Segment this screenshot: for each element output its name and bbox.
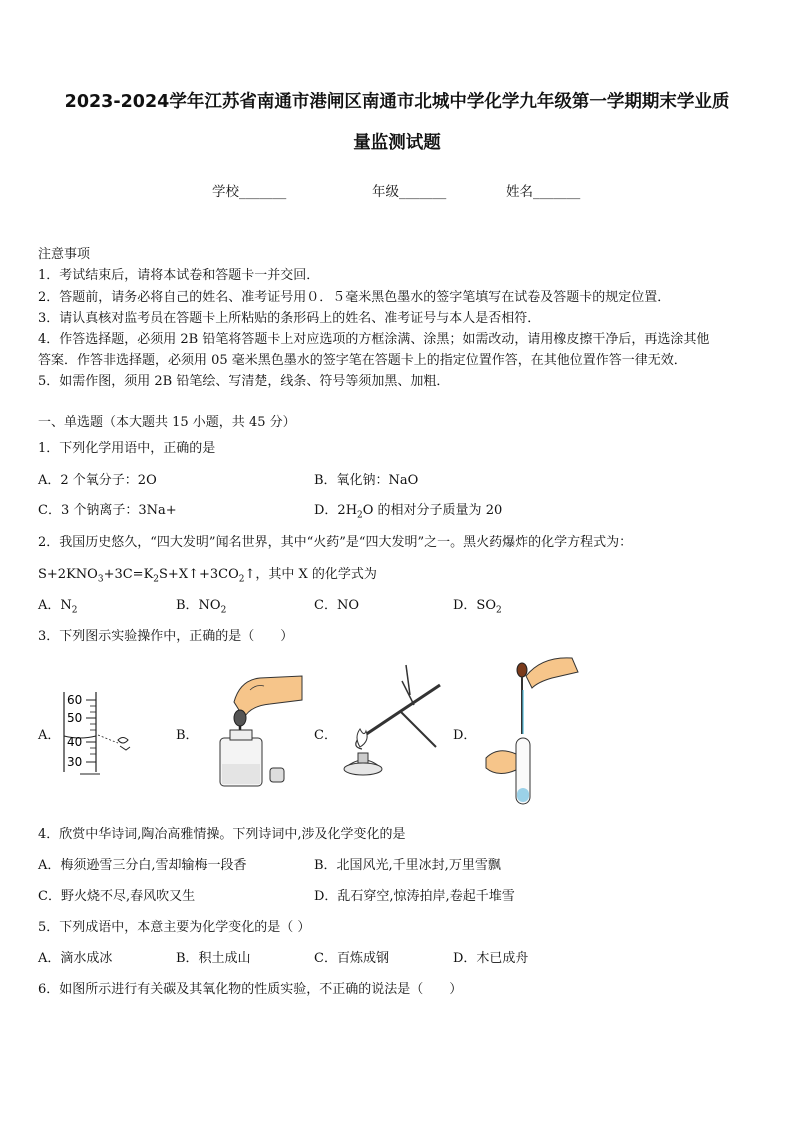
name-field: 姓名_______: [506, 184, 581, 200]
notice-item: 4．作答选择题，必须用 2B 铅笔将答题卡上对应选项的方框涂满、涂黑；如需改动，请用橡皮擦干净后，再选涂其他: [38, 332, 710, 347]
q2-option-c: C．NO: [314, 598, 359, 613]
dropper-test-tube-figure: [482, 650, 582, 810]
q1-option-a: A．2 个氧分子：2O: [38, 473, 157, 488]
q4-option-d: D．乱石穿空,惊涛拍岸,卷起千堆雪: [314, 889, 515, 904]
q3-label-d: D．: [453, 728, 477, 743]
heating-test-tube-figure: [340, 655, 450, 785]
q2-option-d: D．$SO_2$: [453, 598, 502, 616]
q1-option-b: B．氧化钠：NaO: [314, 473, 419, 488]
q5-option-d: D．木已成舟: [453, 951, 529, 966]
section-heading: 一、单选题（本大题共 15 小题，共 45 分）: [38, 415, 296, 430]
question-2-stem: 2．我国历史悠久，“四大发明”闻名世界，其中“火药”是“四大发明”之一。黑火药爆炸的化学方程式为：: [38, 535, 633, 550]
notice-item: 2．答题前，请务必将自己的姓名、准考证号用０．５毫米黑色墨水的签字笔填写在试卷及答题卡的规定位置．: [38, 290, 671, 305]
school-field: 学校_______: [212, 184, 287, 200]
notice-heading: 注意事项: [38, 247, 91, 262]
grade-field: 年级_______: [372, 184, 447, 200]
q3-label-c: C．: [314, 728, 337, 743]
notice-item: 3．请认真核对监考员在答题卡上所粘贴的条形码上的姓名、准考证号与本人是否相符．: [38, 311, 541, 326]
q1-option-d: D．$2H_2O$ 的相对分子质量为 20: [314, 503, 503, 521]
notice-item: 5．如需作图，须用 2B 铅笔绘、写清楚，线条、符号等须加黑、加粗．: [38, 374, 450, 389]
graduated-cylinder-figure: [60, 690, 140, 775]
question-4-stem: 4．欣赏中华诗词,陶冶高雅情操。下列诗词中,涉及化学变化的是: [38, 827, 406, 842]
question-6-stem: 6．如图所示进行有关碳及其氧化物的性质实验，不正确的说法是（ ）: [38, 982, 463, 997]
exam-title-line1: 2023-2024学年江苏省南通市港闸区南通市北城中学化学九年级第一学期期末学业质: [64, 92, 730, 112]
q5-option-b: B．积土成山: [176, 951, 251, 966]
cylinder-tick-40: 40: [67, 735, 83, 749]
question-3-stem: 3．下列图示实验操作中，正确的是（ ）: [38, 629, 294, 644]
q4-option-a: A．梅须逊雪三分白,雪却输梅一段香: [38, 858, 247, 873]
notice-item: 答案．作答非选择题，必须用 05 毫米黑色墨水的签字笔在答题卡上的指定位置作答，在其他位置作答一律无效．: [38, 353, 687, 368]
q3-label-b: B．: [176, 728, 199, 743]
exam-title-line2: 量监测试题: [353, 133, 441, 153]
question-5-stem: 5．下列成语中，本意主要为化学变化的是（ ）: [38, 920, 311, 935]
q4-option-b: B．北国风光,千里冰封,万里雪飘: [314, 858, 501, 873]
question-1-stem: 1．下列化学用语中，正确的是: [38, 441, 216, 456]
cylinder-tick-60: 60: [67, 693, 83, 707]
notice-item: 1．考试结束后，请将本试卷和答题卡一并交回．: [38, 268, 320, 283]
cylinder-tick-30: 30: [67, 755, 83, 769]
q2-equation: $S+2KNO_3+3C=K_2S+X↑+3CO_2↑$，其中 X 的化学式为: [38, 567, 377, 585]
q2-option-a: A．$N_2$: [38, 598, 78, 616]
q4-option-c: C．野火烧不尽,春风吹又生: [38, 889, 196, 904]
dropper-bottle-figure: [210, 660, 320, 790]
q3-label-a: A．: [38, 728, 61, 743]
q5-option-c: C．百炼成钢: [314, 951, 389, 966]
q5-option-a: A．滴水成冰: [38, 951, 113, 966]
q1-option-c: C．3 个钠离子：3Na+: [38, 503, 177, 518]
cylinder-tick-50: 50: [67, 711, 83, 725]
q2-option-b: B．$NO_2$: [176, 598, 227, 616]
